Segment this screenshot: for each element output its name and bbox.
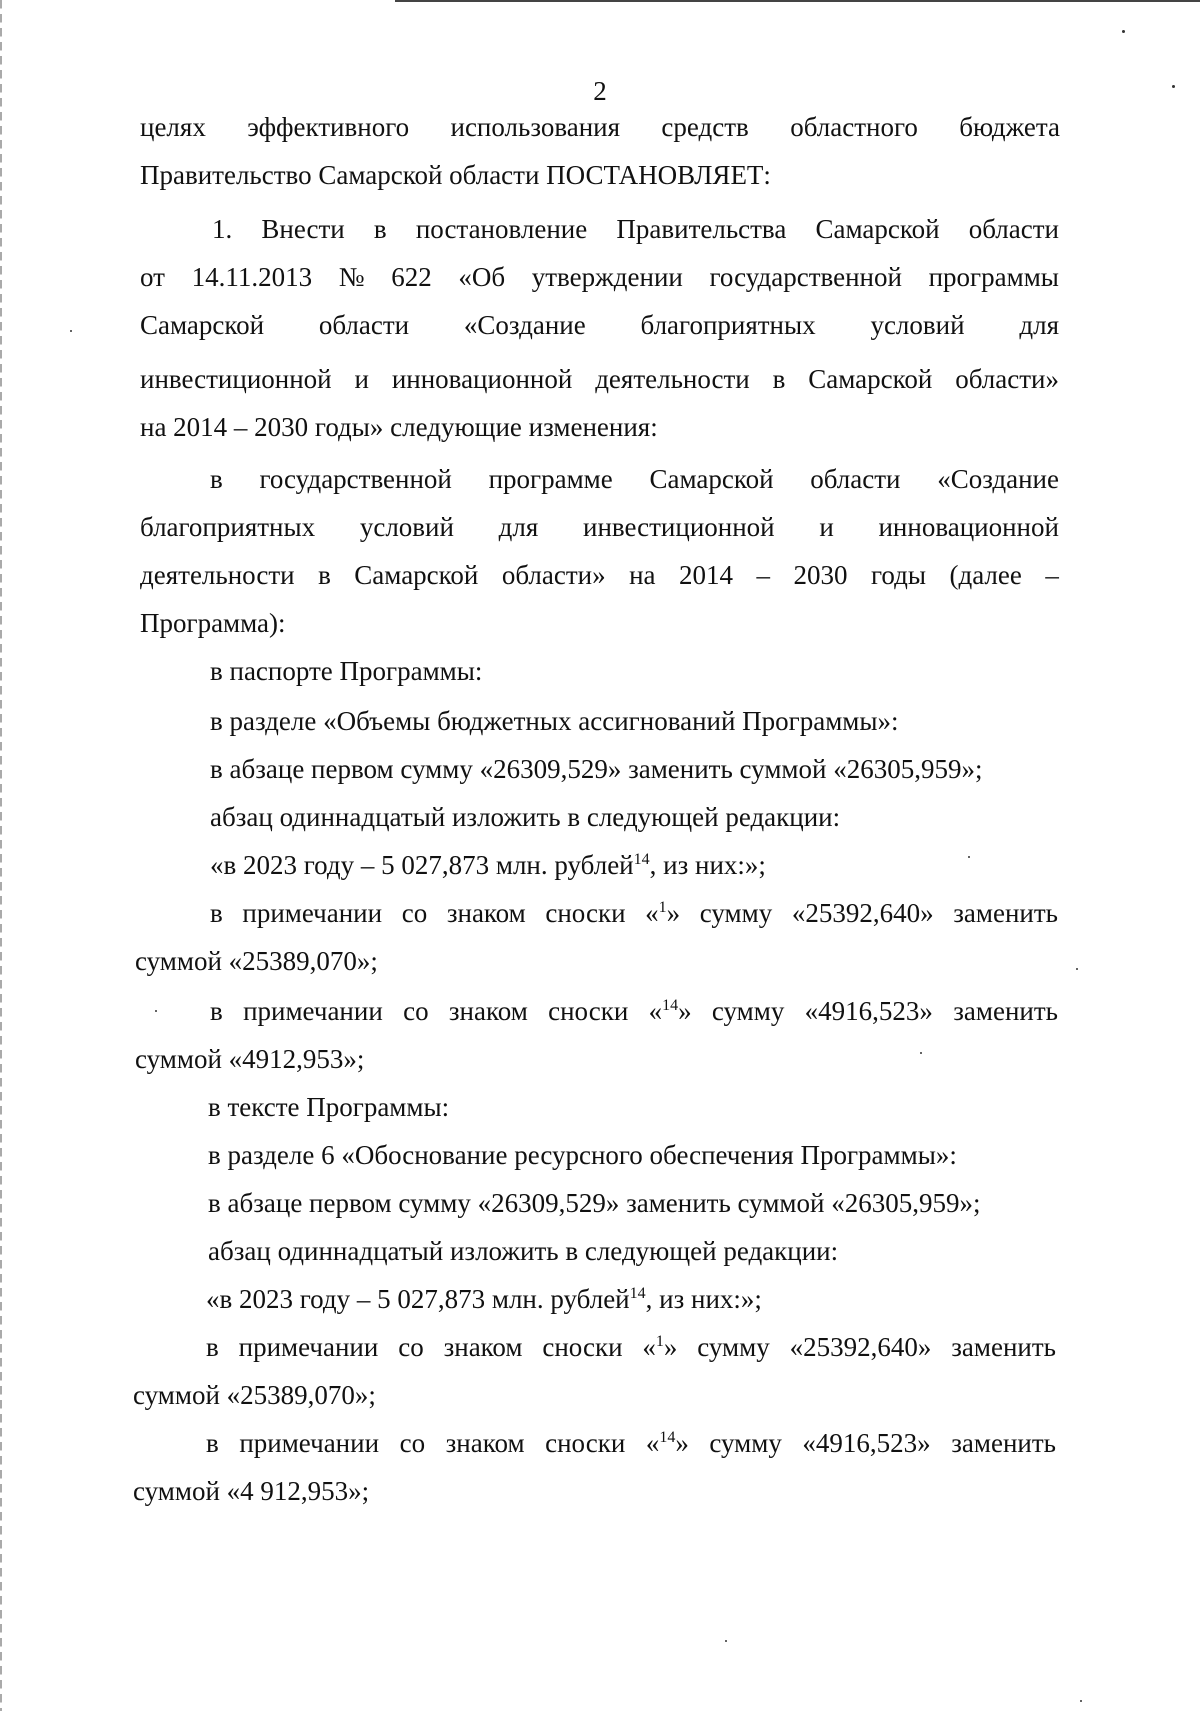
word: Самарской (354, 560, 479, 590)
word: заменить (953, 996, 1058, 1026)
word: знаком (443, 1332, 523, 1362)
footnote-marker: 14 (633, 851, 650, 868)
word: сноски (548, 996, 629, 1026)
passport-para1: в абзаце первом сумму «26309,529» заменить суммой «26305,959»; (210, 754, 983, 784)
item1-line-5: на 2014 – 2030 годы» следующие изменения: (140, 412, 658, 442)
word: целях (140, 112, 206, 142)
word: в (206, 1332, 219, 1362)
scan-speck (1122, 30, 1125, 33)
text-note1-line-2: суммой «25389,070»; (133, 1380, 376, 1410)
word: и (819, 512, 834, 542)
scan-speck (1080, 1700, 1082, 1702)
word: со (399, 1428, 426, 1458)
passport-quote (210, 850, 766, 880)
word: бюджета (959, 112, 1060, 142)
word: «25392,640» (791, 898, 934, 928)
word: № (338, 262, 365, 292)
word: Самарской (815, 214, 940, 244)
word: Самарской (808, 364, 933, 394)
scan-speck (725, 1640, 727, 1642)
quote-close: » (678, 996, 692, 1026)
program-line-4: Программа): (140, 608, 286, 638)
footnote-marker: 14 (659, 1429, 676, 1446)
quote-text: «в 2023 году – 5 027,873 млн. рублей (206, 1284, 630, 1314)
word: в (772, 364, 786, 394)
word: примечании (238, 1332, 379, 1362)
program-line-2 (140, 512, 1059, 542)
word: государственной (259, 464, 452, 494)
word: 1. (212, 214, 233, 244)
quote-open: « (648, 996, 663, 1026)
word: и (354, 364, 369, 394)
program-line-3 (140, 560, 1059, 590)
word: области (968, 214, 1059, 244)
word: эффективного (247, 112, 410, 142)
footnote-marker: 1 (658, 899, 667, 916)
word: инвестиционной (140, 364, 332, 394)
intro-line-2: Правительство Самарской области ПОСТАНОВЛЯЕТ: (140, 160, 771, 190)
word: «4916,523» (804, 996, 933, 1026)
passport-note1-line-2: суммой «25389,070»; (135, 946, 378, 976)
quote-open: « (645, 1428, 660, 1458)
word: сумму (699, 898, 773, 928)
word: области» (955, 364, 1059, 394)
word: условий (359, 512, 454, 542)
word: программе (488, 464, 613, 494)
quote-open: « (642, 1332, 656, 1362)
word: благоприятных (140, 512, 316, 542)
word: деятельности (140, 560, 295, 590)
word: утверждении (531, 262, 683, 292)
word: сноски (545, 898, 626, 928)
word: области» (501, 560, 606, 590)
scan-speck (70, 330, 72, 332)
scan-speck (155, 1010, 157, 1012)
word: знаком (446, 898, 526, 928)
page-number: 2 (593, 76, 607, 106)
word: средств (661, 112, 749, 142)
word: со (403, 996, 429, 1026)
word: 2014 (679, 560, 734, 590)
quote-open: « (645, 898, 659, 928)
word: государственной (709, 262, 902, 292)
word: сноски (542, 1332, 623, 1362)
text-note14-line-2: суммой «4 912,953»; (133, 1476, 370, 1506)
quote-close: » (663, 1332, 678, 1362)
word: сноски (545, 1428, 626, 1458)
passport-para11: абзац одиннадцатый изложить в следующей редакции: (210, 802, 841, 832)
word: от (140, 262, 165, 292)
footnote-ref (646, 1428, 689, 1458)
word: для (498, 512, 539, 542)
word: использования (450, 112, 621, 142)
word: заменить (953, 898, 1058, 928)
word: в (206, 1428, 219, 1458)
word: области (318, 310, 410, 340)
quote-close: » (666, 898, 681, 928)
word: постановление (415, 214, 588, 244)
word: области (810, 464, 901, 494)
word: Самарской (649, 464, 774, 494)
scan-top-edge (395, 0, 1200, 2)
word: заменить (951, 1332, 1056, 1362)
footnote-ref (645, 898, 680, 928)
program-line-1 (210, 464, 1059, 494)
item1-line-2 (140, 262, 1059, 292)
footnote-marker: 1 (655, 1333, 664, 1350)
scan-speck (968, 856, 970, 858)
word: инновационной (391, 364, 573, 394)
word: Правительства (616, 214, 787, 244)
word: 14.11.2013 (191, 262, 313, 292)
text-section: в разделе 6 «Обоснование ресурсного обеспечения Программы»: (208, 1140, 957, 1170)
word: Внести (261, 214, 345, 244)
word: программы (928, 262, 1059, 292)
text-note1-line-1 (206, 1332, 1056, 1362)
intro-line-1 (140, 112, 1060, 142)
word: инвестиционной (583, 512, 775, 542)
word: на (629, 560, 656, 590)
word: в (318, 560, 331, 590)
word: в (373, 214, 387, 244)
word: в (210, 464, 223, 494)
word: сумму (697, 1332, 770, 1362)
footnote-ref (649, 996, 692, 1026)
quote-close: » (675, 1428, 689, 1458)
quote-text: «в 2023 году – 5 027,873 млн. рублей (210, 850, 634, 880)
passport-section: в разделе «Объемы бюджетных ассигнований Программы»: (210, 706, 899, 736)
word: «Об (458, 262, 506, 292)
word: благоприятных (640, 310, 816, 340)
passport-note1-line-1 (210, 898, 1058, 928)
word: со (401, 898, 428, 928)
word: примечании (239, 1428, 380, 1458)
word: примечании (242, 898, 383, 928)
word: – (756, 560, 770, 590)
item1-line-3 (140, 310, 1059, 340)
text-para1: в абзаце первом сумму «26309,529» заменить суммой «26305,959»; (208, 1188, 981, 1218)
passport-note14-line-1 (210, 996, 1058, 1026)
footnote-marker: 14 (662, 997, 679, 1014)
text-note14-line-1 (206, 1428, 1056, 1458)
word: «Создание (937, 464, 1059, 494)
scan-speck (1172, 85, 1175, 88)
word: областного (790, 112, 918, 142)
quote-text: , из них:»; (645, 1284, 762, 1314)
word: «25392,640» (789, 1332, 932, 1362)
word: – (1045, 560, 1059, 590)
footnote-marker: 14 (629, 1285, 646, 1302)
item1-line-1 (212, 214, 1059, 244)
word: заменить (951, 1428, 1056, 1458)
scan-speck (1076, 968, 1078, 970)
word: (далее (949, 560, 1022, 590)
text-para11: абзац одиннадцатый изложить в следующей редакции: (208, 1236, 839, 1266)
word: 2030 (793, 560, 848, 590)
item1-line-4 (140, 364, 1059, 394)
text-quote (206, 1284, 762, 1314)
word: примечании (243, 996, 383, 1026)
word: знаком (448, 996, 528, 1026)
word: знаком (445, 1428, 525, 1458)
scan-left-edge (0, 0, 2, 1711)
word: со (398, 1332, 424, 1362)
scan-speck (920, 1052, 922, 1054)
word: в (210, 996, 223, 1026)
passport-note14-line-2: суммой «4912,953»; (135, 1044, 365, 1074)
word: в (210, 898, 223, 928)
quote-text: , из них:»; (649, 850, 766, 880)
word: сумму (709, 1428, 782, 1458)
word: условий (870, 310, 965, 340)
text-heading: в тексте Программы: (208, 1092, 450, 1122)
word: для (1019, 310, 1059, 340)
word: инновационной (878, 512, 1059, 542)
word: «4916,523» (802, 1428, 931, 1458)
word: годы (870, 560, 926, 590)
word: сумму (711, 996, 785, 1026)
footnote-ref (642, 1332, 677, 1362)
word: деятельности (595, 364, 750, 394)
word: Самарской (140, 310, 265, 340)
word: «Создание (463, 310, 586, 340)
word: 622 (391, 262, 432, 292)
passport-heading: в паспорте Программы: (210, 656, 483, 686)
